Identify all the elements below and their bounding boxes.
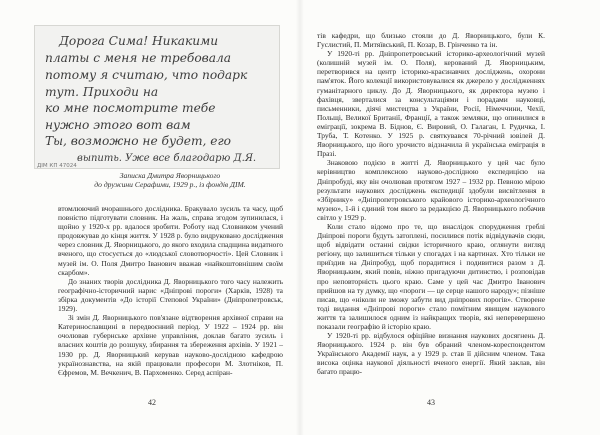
- caption-line: до дружини Серафими, 1929 р., із фондів ДІМ.: [94, 179, 246, 189]
- paragraph: Коли стало відомо про те, що внаслідок спорудження греблі Дніпрові пороги будуть затоплені, посилився потік відвідувачів сюди, щоб відвідати останні свідки історичного краю, оглянути вигляд регіону, що залишиться тільки у спогадах і на картинах. Хто тільки не приїздив на Дніпробуд, щоб порадитися і подивитися разом з Д. Яворницьким, який повів, ніжно пригадуючи дитинство, і розповідав про неповторність цього краю. Саме у цей час Дмитро Іванович прийшов на ту думку, що «пороги — це серце нашого народу»; пізніше писав, що «ніколи не зможу забути вид дніпрових порогів». Створене тоді видання «Дніпрові пороги» стало помітним явищем наукового життя та залишилося одним із найкращих творів, які неперевершено показали географію й історію краю.: [317, 221, 545, 331]
- archive-stamp: ДІМ КП 47024: [37, 163, 77, 169]
- paragraph: Знаковою подією в житті Д. Яворницького у цей час було керівництво комплексною науково-дослідною експедицією на Дніпробуді, яку він очолював протягом 1927 – 1932 рр. Певною мірою результати наукових досліджень експедиції здобули висвітлення в «Збірнику» «Дніпропетровського крайового історико-археологічного музею», 1-й і єдиний том якого за редакцією Д. Яворницького побачив світло у 1929 р.: [317, 158, 545, 222]
- handwriting-line: тут. Приходи на: [45, 85, 159, 99]
- handwriting-line: потому я считаю, что подарк: [45, 68, 248, 82]
- left-body-text: [58, 204, 283, 377]
- page-number: 42: [148, 398, 156, 407]
- handwritten-note-photo: [34, 25, 280, 169]
- paragraph: У 1920-ті рр. відбулося офіційне визнання наукових досягнень Д. Яворницького. 1924 р. він був обраний членом-кореспондентом Українського Академії наук, а у 1929 р. став її дійсним членом. Така висока оцінка наукової діяльності вченого енергії. Який заклав, він багато працю-: [317, 331, 545, 377]
- paragraph: У 1920-ті рр. Дніпропетровський історико-археологічний музей (колишній музей ім. О. Поля), керований Д. Яворницьким, перетворився на центр історико-краєзнавчих досліджень, охорони пам'яток. Його колекції використовувалися як джерело у дослідженнях гуманітарного циклу. До Д. Яворницького, як директора музею і фахівця, зверталися за консультаціями і порадами науковці, письменники, діячі мистецтва з України, Росії, Німеччини, Чехії, Польщі, Великої Британії, Франції, а також земляки, що опинилися в еміграції, зокрема В. Біднов, Є. Вировий, О. Галаган, І. Рудичка, І. Труба, Т. Котенко. У 1925 р. святкувався 70-річний ювілей Д. Яворницького, що його урочисто відзначила й українська еміграція в Празі.: [317, 49, 545, 159]
- page-number: 43: [427, 398, 435, 407]
- handwriting-line: Дорога Сима! Никакими: [59, 34, 219, 48]
- photo-caption: [60, 172, 280, 189]
- handwriting-signature-line: выпить. Уже все благодарю Д.Я.: [77, 153, 257, 164]
- handwriting-line: Ты, возможно не будет, его: [45, 134, 231, 148]
- paragraph: Зі змін Д. Яворницького пов'язане відтворення архівної справи на Катеринославщині в передвоєнний період. У 1922 – 1924 рр. він очолював губернське архівне управління, доклав багато зусиль і власних коштів до розшуку, збирання та збереження архівів. У 1921 – 1930 рр. Д. Яворницький керував науково-дослідною кафедрою українознавства, на якій працювали професори М. Злотніков, П. Єфремов, М. Вечкенич, В. Пархоменко. Серед аспіран-: [58, 313, 283, 377]
- handwriting-line: платы с меня не требовала: [45, 51, 232, 65]
- handwritten-note-image: [35, 26, 280, 169]
- handwriting-line: ко мне посмотрите тебе: [45, 101, 216, 115]
- right-body-text: [317, 31, 545, 377]
- handwriting-line: нужно этого вот вам: [45, 118, 191, 132]
- paragraph: До знаних творів дослідника Д. Яворницького того часу належить географічно-історичний нарис «Дніпрові пороги» (Харків, 1928) та збірка документів «До історії Степової України» (Дніпропетровськ, 1929).: [58, 276, 283, 314]
- caption-line: Записка Дмитра Яворницького: [119, 171, 221, 180]
- right-page: [300, 0, 600, 435]
- paragraph: втомлюючий вчорашнього дослідника. Бракувало зусиль та часу, щоб повністю підготувати словник. На жаль, справа згодом зупинилася, і щойно у 1920-х рр. вдалося зробити. Роботу над Словником учений продовжував до кінця життя. У 1928 р. було видруковано дослідження через словник Д. Яворницького, до якого входила спадщина видатного вченого, що стосується до «людської словотворчості». Цей Словник і музей ім. О. Поля Дмитро Іванович вважав «найкоштовнішим своїм скарбом».: [58, 204, 283, 277]
- paragraph: тів кафедри, що близько стояли до Д. Яворницького, були К. Гуслистий, П. Митяївський, П. Козар, В. Грінченко та ін.: [317, 31, 545, 50]
